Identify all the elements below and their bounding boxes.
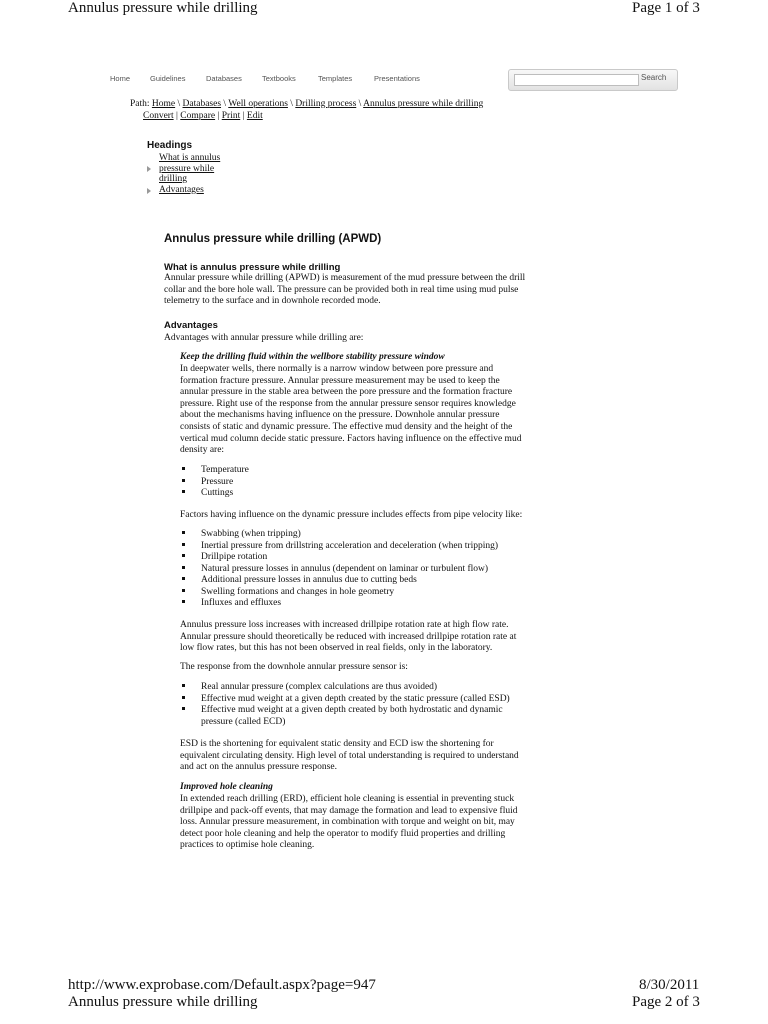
breadcrumb-well-operations[interactable]: Well operations: [228, 99, 288, 109]
list-item: Effective mud weight at a given depth created by the static pressure (called ESD): [201, 694, 510, 704]
list-item: Swabbing (when tripping): [201, 529, 301, 539]
bullet-icon: [182, 543, 185, 546]
breadcrumb-databases[interactable]: Databases: [182, 99, 222, 109]
list-item: Inertial pressure from drillstring acceleration and deceleration (when tripping): [201, 541, 499, 551]
bullet-icon: [182, 589, 185, 592]
list-item: Real annular pressure (complex calculations are thus avoided): [201, 682, 438, 692]
search-input[interactable]: [514, 74, 639, 86]
text-line: loss. Annular pressure measurement, in combination with torque and weight on bit, may: [180, 817, 515, 828]
pressure-window-text: [180, 364, 570, 457]
article-title: Annulus pressure while drilling (APWD): [164, 233, 382, 245]
expand-arrow-icon[interactable]: [147, 166, 151, 172]
text-line: ESD is the shortening for equivalent static density and ECD isw the shortening for: [180, 739, 494, 749]
print-link[interactable]: Print: [221, 111, 241, 121]
breadcrumb-label: Path:: [130, 99, 150, 109]
expand-arrow-icon[interactable]: [147, 188, 151, 194]
breadcrumb-home[interactable]: Home: [151, 99, 176, 109]
print-header-page-number: Page 1 of 3: [632, 0, 700, 16]
bullet-icon: [182, 531, 185, 534]
section-heading-advantages: Advantages: [164, 320, 218, 331]
text-line: consists of static and dynamic pressure. The effective mud density and the height of the: [180, 421, 513, 432]
text-line: low flow rates, but this has not been observed in real fields, only in the laboratory.: [180, 643, 493, 654]
nav-textbooks[interactable]: Textbooks: [262, 74, 296, 83]
convert-link[interactable]: Convert: [143, 111, 174, 121]
text-line: formation fracture pressure. Annular pressure measurement may be used to keep the: [180, 375, 500, 386]
bullet-icon: [182, 707, 185, 710]
rotation-paragraph: [180, 620, 570, 655]
bullet-icon: [182, 490, 185, 493]
action-separator: |: [217, 111, 220, 121]
nav-home[interactable]: Home: [110, 74, 131, 83]
page-actions: [143, 111, 263, 123]
text-line: Effective mud weight at a given depth created by both hydrostatic and dynamic: [201, 705, 503, 715]
bullet-icon: [182, 566, 185, 569]
list-item: Pressure: [201, 477, 234, 487]
list-item: Drillpipe rotation: [201, 552, 268, 562]
advantages-intro: Advantages with annular pressure while drilling are:: [164, 333, 364, 343]
text-line: pressure (called ECD): [201, 716, 286, 727]
list-item: Natural pressure losses in annulus (dependent on laminar or turbulent flow): [201, 564, 489, 574]
section-heading-what-is: What is annulus pressure while drilling: [164, 262, 341, 273]
breadcrumb: [130, 99, 483, 111]
list-item: Temperature: [201, 465, 249, 475]
search-button[interactable]: Search: [641, 73, 667, 82]
text-line: detect poor hole cleaning and help the operator to modify fluid properties and drilling: [180, 828, 506, 839]
bullet-icon: [182, 684, 185, 687]
bullet-icon: [182, 577, 185, 580]
print-header-title-next-page: Annulus pressure while drilling: [68, 994, 258, 1010]
nav-databases[interactable]: Databases: [206, 74, 242, 83]
bullet-icon: [182, 467, 185, 470]
bullet-icon: [182, 600, 185, 603]
text-line: Annulus pressure loss increases with increased drillpipe rotation rate at high flow rate.: [180, 620, 509, 630]
list-item: [201, 705, 503, 728]
list-item: Influxes and effluxes: [201, 598, 282, 608]
nav-templates[interactable]: Templates: [318, 74, 353, 83]
search-bar: [508, 69, 678, 91]
edit-link[interactable]: Edit: [246, 111, 263, 121]
text-line: collar and the bore hole wall. The pressure can be provided both in real time using mud pulse: [164, 284, 519, 295]
text-line: Annular pressure should theoretically be reduced with increased drillpipe rotation rate at: [180, 631, 517, 642]
text-line: annular pressure in the stable area between the pore pressure and the formation fracture: [180, 387, 513, 398]
breadcrumb-separator: \: [177, 99, 181, 109]
breadcrumb-separator: \: [358, 99, 362, 109]
bullet-icon: [182, 554, 185, 557]
text-line: vertical mud column decide static pressure. Factors having influence on the effective mud: [180, 433, 522, 444]
sensor-response-intro: The response from the downhole annular pressure sensor is:: [180, 662, 408, 672]
breadcrumb-current-page[interactable]: Annulus pressure while drilling: [363, 99, 484, 109]
print-footer-url: http://www.exprobase.com/Default.aspx?page=947: [68, 977, 376, 993]
headings-link-advantages[interactable]: Advantages: [159, 185, 204, 195]
text-line: In deepwater wells, there normally is a narrow window between pore pressure and: [180, 364, 494, 374]
headings-title: Headings: [147, 140, 193, 151]
text-line: and act on the annulus pressure response.: [180, 762, 337, 773]
text-line: In extended reach drilling (ERD), efficient hole cleaning is essential in preventing stuck: [180, 794, 515, 804]
bullet-icon: [182, 696, 185, 699]
section-what-is-text: [164, 273, 584, 308]
subheading-pressure-window: Keep the drilling fluid within the wellbore stability pressure window: [180, 352, 445, 362]
list-item: Additional pressure losses in annulus due to cutting beds: [201, 575, 417, 585]
text-line: practices to optimise hole cleaning.: [180, 840, 315, 851]
text-line: equivalent circulating density. High level of total understanding is required to understand: [180, 750, 519, 761]
esd-ecd-paragraph: [180, 739, 570, 774]
text-line: Annular pressure while drilling (APWD) is measurement of the mud pressure between the drill: [164, 273, 526, 283]
text-line: pressure. Right use of the response from the annular pressure sensor requires knowledge: [180, 398, 516, 409]
action-separator: |: [175, 111, 178, 121]
dynamic-factors-intro: Factors having influence on the dynamic pressure includes effects from pipe velocity like:: [180, 510, 523, 520]
action-separator: |: [242, 111, 245, 121]
print-footer-date: 8/30/2011: [639, 977, 700, 993]
list-item: Cuttings: [201, 488, 234, 498]
text-line: about the mechanisms having influence on the pressure. Downhole annular pressure: [180, 410, 500, 421]
breadcrumb-drilling-process[interactable]: Drilling process: [295, 99, 357, 109]
headings-link-what-is[interactable]: What is annulus pressure while drilling: [159, 153, 221, 184]
print-header-page-number-next-page: Page 2 of 3: [632, 994, 700, 1010]
list-item: Swelling formations and changes in hole geometry: [201, 587, 395, 597]
text-line: density are:: [180, 445, 225, 456]
print-header-title: Annulus pressure while drilling: [68, 0, 258, 16]
nav-guidelines[interactable]: Guidelines: [150, 74, 186, 83]
bullet-icon: [182, 479, 185, 482]
text-line: telemetry to the surface and in downhole recorded mode.: [164, 296, 381, 307]
hole-cleaning-text: [180, 794, 570, 852]
breadcrumb-separator: \: [290, 99, 293, 109]
nav-presentations[interactable]: Presentations: [374, 74, 420, 83]
text-line: drillpipe and pack-off events, that may damage the formation and lead to expensive fluid: [180, 805, 518, 816]
compare-link[interactable]: Compare: [180, 111, 216, 121]
breadcrumb-separator: \: [223, 99, 227, 109]
subheading-hole-cleaning: Improved hole cleaning: [180, 782, 273, 792]
